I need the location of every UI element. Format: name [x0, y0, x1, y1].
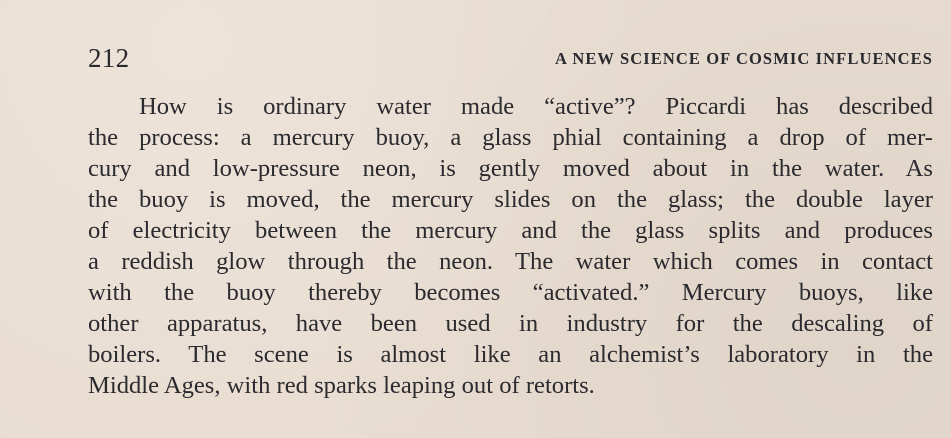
text-line: with the buoy thereby becomes “activated.” Mercury buoys, like	[88, 279, 933, 306]
running-head	[88, 42, 933, 74]
text-line: the process: a mercury buoy, a glass phial containing a drop of mer-	[88, 124, 933, 151]
text-line: the buoy is moved, the mercury slides on the glass; the double layer	[88, 186, 933, 213]
text-line: cury and low-pressure neon, is gently moved about in the water. As	[88, 155, 933, 182]
body-paragraph	[88, 91, 933, 401]
page-number: 212	[88, 43, 130, 73]
text-line: How is ordinary water made “active”? Piccardi has described	[139, 93, 933, 120]
text-line: other apparatus, have been used in industry for the descaling of	[88, 310, 933, 337]
text-line: boilers. The scene is almost like an alchemist’s laboratory in the	[88, 341, 933, 368]
text-line: a reddish glow through the neon. The water which comes in contact	[88, 248, 933, 275]
text-line: Middle Ages, with red sparks leaping out of retorts.	[88, 372, 595, 399]
running-title: A NEW SCIENCE OF COSMIC INFLUENCES	[554, 49, 933, 68]
text-line: of electricity between the mercury and the glass splits and produces	[88, 217, 933, 244]
